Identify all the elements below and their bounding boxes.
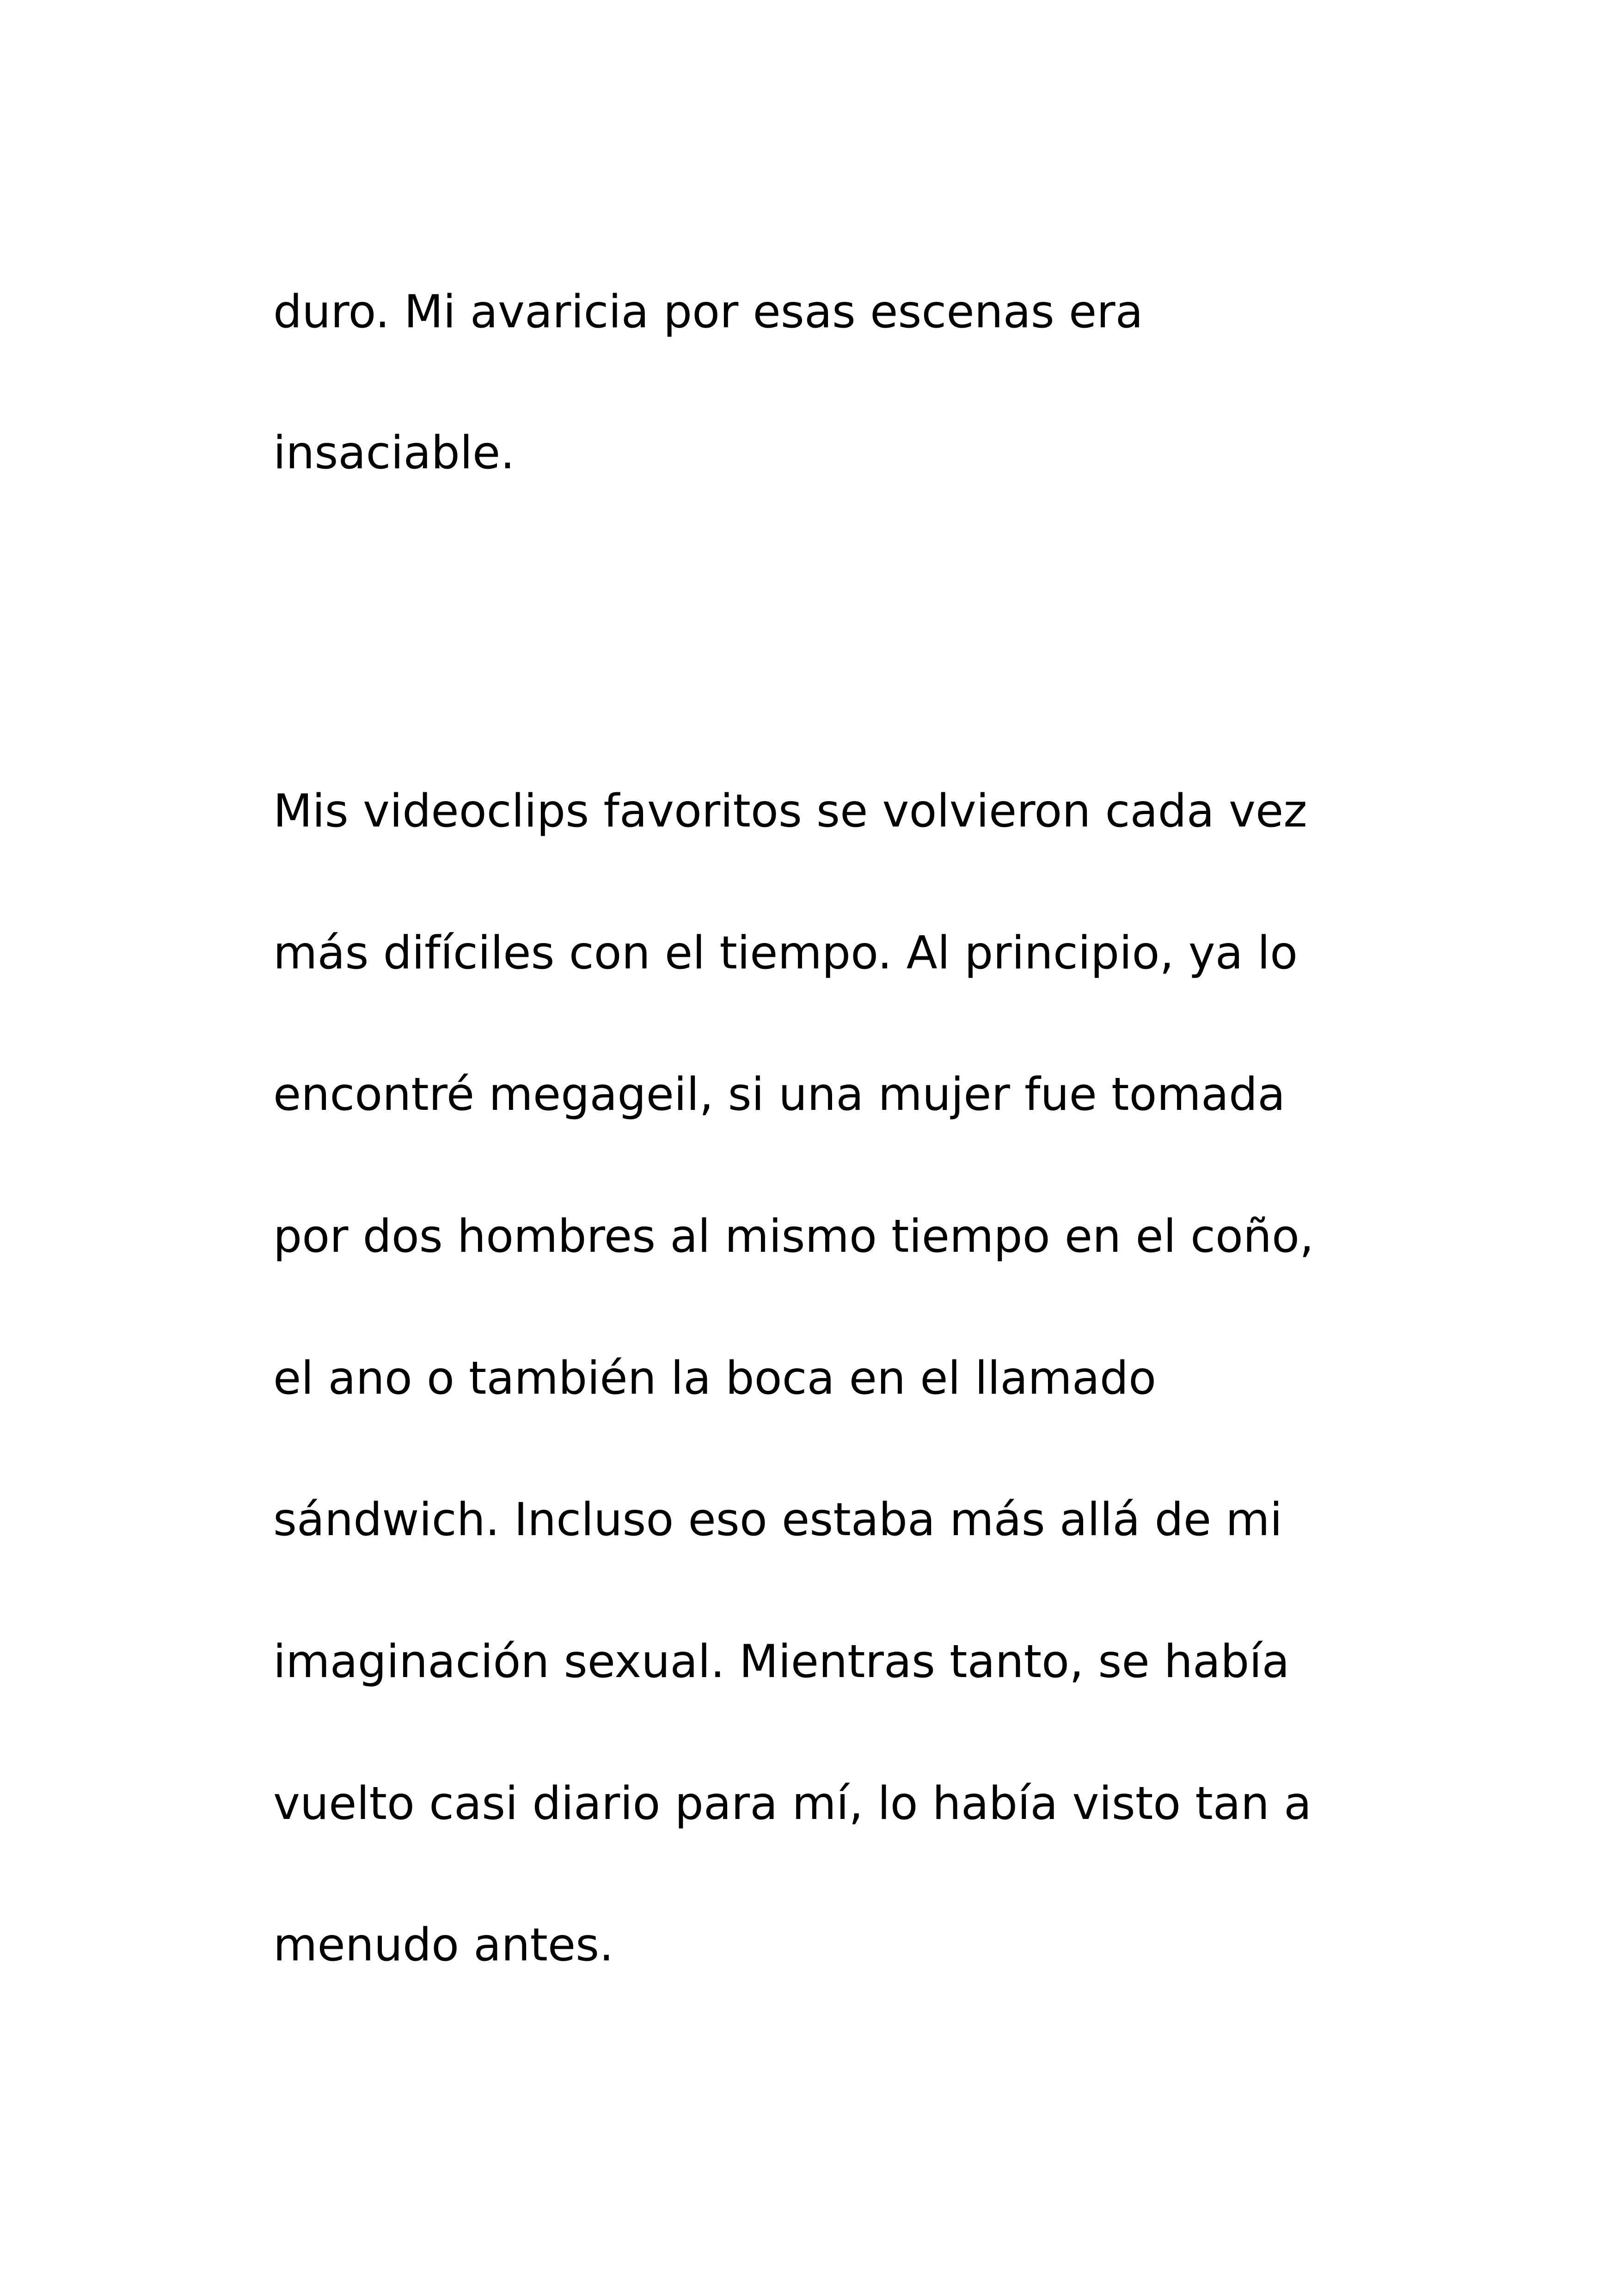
text-line: insaciable. <box>273 427 515 479</box>
text-line: por dos hombres al mismo tiempo en el coño, <box>273 1210 1314 1263</box>
text-line: el ano o también la boca en el llamado <box>273 1352 1157 1405</box>
text-line: sándwich. Incluso eso estaba más allá de mi <box>273 1494 1282 1546</box>
text-line: vuelto casi diario para mí, lo había visto tan a <box>273 1777 1312 1830</box>
text-line: más difíciles con el tiempo. Al principio, ya lo <box>273 927 1298 980</box>
text-line: Mis videoclips favoritos se volvieron cada vez <box>273 785 1307 838</box>
text-line: encontré megageil, si una mujer fue tomada <box>273 1068 1286 1121</box>
text-line: imaginación sexual. Mientras tanto, se había <box>273 1635 1290 1688</box>
text-line: menudo antes. <box>273 1919 614 1971</box>
text-line: duro. Mi avaricia por esas escenas era <box>273 286 1143 338</box>
